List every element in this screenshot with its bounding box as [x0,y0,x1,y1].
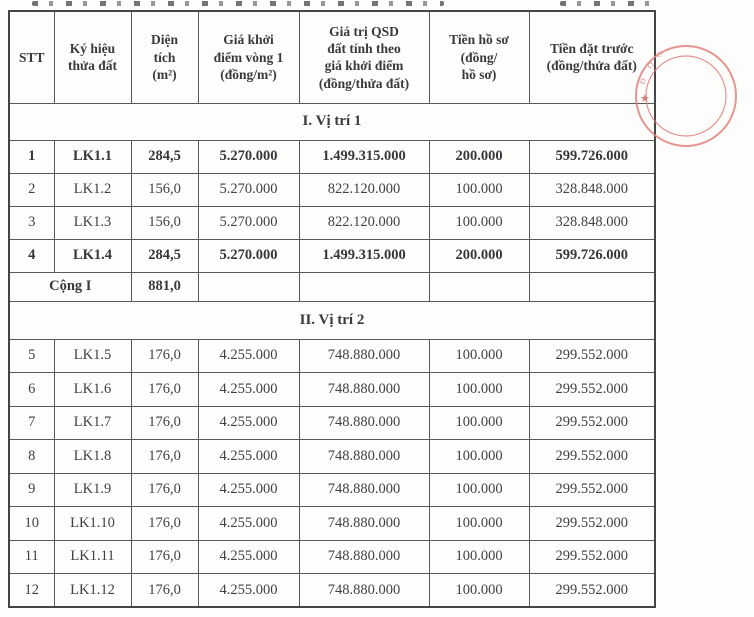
section-1-summary-row [9,272,655,301]
cell-land-value: 1.499.315.000 [299,239,429,272]
svg-text:Đ: Đ [637,77,648,86]
cell-plot-code: LK1.11 [54,540,131,574]
cell-plot-code: LK1.6 [54,373,131,407]
cell-area: 176,0 [131,507,198,541]
cell-deposit: 299.552.000 [529,574,655,608]
cell-stt: 2 [9,173,54,206]
cell-plot-code: LK1.10 [54,507,131,541]
cell-plot-code: LK1.8 [54,440,131,474]
cell-land-value: 748.880.000 [299,473,429,507]
cell-stt: 6 [9,373,54,407]
table-row [9,507,655,541]
cell-starting-price: 4.255.000 [198,574,299,608]
cell-deposit: 299.552.000 [529,373,655,407]
cell-land-value: 748.880.000 [299,574,429,608]
cell-area: 176,0 [131,473,198,507]
cell-dossier-fee: 100.000 [429,440,529,474]
cell-deposit: 299.552.000 [529,440,655,474]
cell-starting-price: 4.255.000 [198,440,299,474]
cell-dossier-fee: 100.000 [429,406,529,440]
header-starting-price: Giá khởi điểm vòng 1 (đồng/m²) [198,11,299,103]
cell-dossier-fee: 100.000 [429,173,529,206]
cell-dossier-fee: 100.000 [429,540,529,574]
cell-area: 156,0 [131,173,198,206]
cell-starting-price: 5.270.000 [198,239,299,272]
cell-land-value: 748.880.000 [299,507,429,541]
cell-land-value: 748.880.000 [299,540,429,574]
cell-stt: 1 [9,140,54,173]
summary-label: Cộng I [9,272,131,301]
cell-starting-price: 5.270.000 [198,206,299,239]
header-area: Diện tích (m²) [131,11,198,103]
clipped-text-remnant [560,1,660,6]
cell-stt: 9 [9,473,54,507]
cell-dossier-fee: 100.000 [429,574,529,608]
cell-dossier-fee: 100.000 [429,373,529,407]
cell-land-value: 748.880.000 [299,406,429,440]
cell-stt: 11 [9,540,54,574]
cell-plot-code: LK1.5 [54,339,131,373]
cell-deposit: 328.848.000 [529,206,655,239]
cell-plot-code: LK1.3 [54,206,131,239]
cell-stt: 4 [9,239,54,272]
table-row [9,239,655,272]
cell-land-value: 822.120.000 [299,206,429,239]
cell-starting-price: 4.255.000 [198,406,299,440]
cell-starting-price: 5.270.000 [198,173,299,206]
cell-stt: 8 [9,440,54,474]
cell-stt: 12 [9,574,54,608]
cell-stt: 7 [9,406,54,440]
cell-area: 176,0 [131,574,198,608]
cell-area: 284,5 [131,140,198,173]
table-header-row [9,11,655,103]
cell-dossier-fee: 200.000 [429,140,529,173]
table-row [9,473,655,507]
table-row [9,140,655,173]
cell-plot-code: LK1.7 [54,406,131,440]
table-row [9,173,655,206]
cell-plot-code: LK1.12 [54,574,131,608]
table-row [9,373,655,407]
cell-starting-price: 4.255.000 [198,473,299,507]
section-1-title: I. Vị trí 1 [9,103,655,140]
cell-stt: 10 [9,507,54,541]
cell-deposit: 299.552.000 [529,507,655,541]
cell-deposit: 328.848.000 [529,173,655,206]
section-2-title: II. Vị trí 2 [9,301,655,339]
header-land-value: Giá trị QSD đất tính theo giá khởi điểm (đồng/thửa đất) [299,11,429,103]
cell-land-value: 1.499.315.000 [299,140,429,173]
cell-dossier-fee: 100.000 [429,473,529,507]
summary-area: 881,0 [131,272,198,301]
cell-stt: 3 [9,206,54,239]
stamp-star-icon: ★ [640,93,650,105]
cell-area: 176,0 [131,406,198,440]
cell-plot-code: LK1.2 [54,173,131,206]
section-2-title-row [9,301,655,339]
cell-deposit: 599.726.000 [529,140,655,173]
cell-land-value: 748.880.000 [299,373,429,407]
cell-starting-price: 4.255.000 [198,373,299,407]
cell-stt: 5 [9,339,54,373]
clipped-text-remnant [32,1,444,6]
land-auction-table [8,10,656,608]
cell-dossier-fee: 100.000 [429,339,529,373]
summary-empty-cell [529,272,655,301]
cell-starting-price: 5.270.000 [198,140,299,173]
header-deposit: Tiền đặt trước (đồng/thửa đất) [529,11,655,103]
cell-plot-code: LK1.1 [54,140,131,173]
cell-starting-price: 4.255.000 [198,339,299,373]
svg-text:O: O [654,49,664,60]
header-stt: STT [9,11,54,103]
summary-empty-cell [198,272,299,301]
table-row [9,339,655,373]
summary-empty-cell [299,272,429,301]
cell-deposit: 299.552.000 [529,540,655,574]
cell-starting-price: 4.255.000 [198,540,299,574]
cell-deposit: 299.552.000 [529,473,655,507]
cell-plot-code: LK1.9 [54,473,131,507]
cell-land-value: 822.120.000 [299,173,429,206]
cell-dossier-fee: 200.000 [429,239,529,272]
cell-plot-code: LK1.4 [54,239,131,272]
table-row [9,206,655,239]
cell-dossier-fee: 100.000 [429,206,529,239]
header-dossier-fee: Tiền hồ sơ (đồng/ hồ sơ) [429,11,529,103]
cell-land-value: 748.880.000 [299,339,429,373]
table-row [9,440,655,474]
table-row [9,540,655,574]
cell-area: 176,0 [131,540,198,574]
table-row [9,406,655,440]
cell-starting-price: 4.255.000 [198,507,299,541]
cell-area: 176,0 [131,440,198,474]
cell-area: 176,0 [131,373,198,407]
cell-deposit: 299.552.000 [529,406,655,440]
summary-empty-cell [429,272,529,301]
table-row [9,574,655,608]
cell-deposit: 299.552.000 [529,339,655,373]
header-plot-code: Ký hiệu thửa đất [54,11,131,103]
cell-deposit: 599.726.000 [529,239,655,272]
cell-area: 156,0 [131,206,198,239]
cell-dossier-fee: 100.000 [429,507,529,541]
svg-text:Ơ: Ơ [645,60,657,71]
section-1-title-row [9,103,655,140]
cell-area: 284,5 [131,239,198,272]
cell-area: 176,0 [131,339,198,373]
cell-land-value: 748.880.000 [299,440,429,474]
